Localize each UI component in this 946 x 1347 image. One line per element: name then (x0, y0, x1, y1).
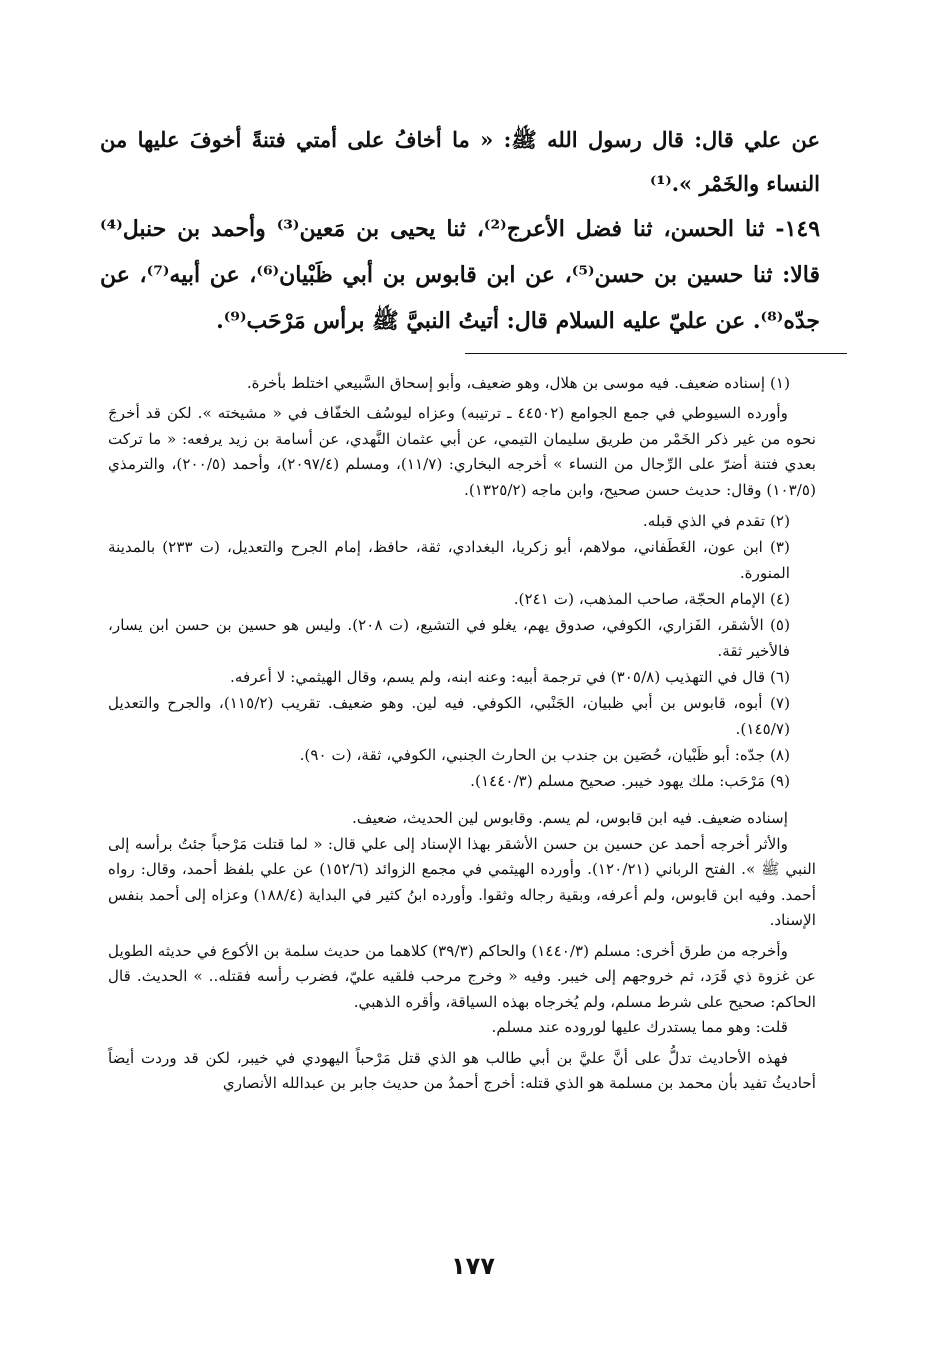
footnote-4: (٤) الإمام الحجّة، صاحب المذهب، (ت ٢٤١). (513, 590, 790, 608)
hadith-paragraph-149: ١٤٩- ثنا الحسن، ثنا فضل الأعرج⁽²⁾، ثنا يحيى بن مَعين⁽³⁾ وأحمد بن حنبل⁽⁴⁾ قالا: ثنا حسين بن حسن⁽⁵⁾، عن ابن قابوس بن أبي ظَبْيان⁽⁶⁾، عن أبيه⁽⁷⁾، عن جدّه⁽⁸⁾. عن عليّ عليه السلام قال: أتيتُ النبيَّ ﷺ برأس مَرْحَب⁽⁹⁾. (100, 216, 821, 334)
footnote-2: (٢) تقدم في الذي قبله. (642, 512, 790, 530)
commentary-1: إسناده ضعيف. فيه ابن قابوس، لم يسم. وقابوس لين الحديث، ضعيف. (352, 809, 788, 827)
footnote-5: (٥) الأشقر، الفَزاري، الكوفي، صدوق يهم، يغلو في التشيع، (ت ٢٠٨). وليس هو حسين بن حسن ابن يسار، فالأخير ثقة. (108, 616, 791, 660)
footnotes-block (108, 370, 816, 1097)
footnote-7: (٧) أبوه، قابوس بن أبي ظبيان، الجَنْبي، الكوفي. فيه لين. وهو ضعيف. تقريب (١١٥/٢)، والجرح والتعديل (١٤٥/٧). (108, 694, 790, 738)
footnote-8: (٨) جدّه: أبو ظَبْيان، حُصَين بن جندب بن الحارث الجنبي، الكوفي، ثقة، (ت ٩٠). (299, 746, 790, 764)
footnote-1: (١) إسناده ضعيف. فيه موسى بن هلال، وهو ضعيف، وأبو إسحاق السَّبيعي اختلط بأخرة. (246, 374, 790, 392)
hadith-paragraph-1: عن علي قال: قال رسول الله ﷺ: « ما أخافُ على أمتي فتنةً أخوفَ عليها من النساء والخَمْر ».⁽¹⁾ (100, 127, 820, 196)
footnote-1-continuation: وأورده السيوطي في جمع الجوامع (٤٤٥٠٢ ـ ترتيبه) وعزاه ليوسُف الخفّاف في « مشيخته ». لكن قد أخرجَ نحوه من غير ذكر الخَمْر من طريق سليمان التيمي، عن أبي عثمان النَّهدي، عن أسامة بن زيد يرفعه: « ما تركت بعدي فتنة أضرّ على الرِّجال من النساء » أخرجه البخاري: (١١/٧)، ومسلم (٢٠٩٧/٤)، وأحمد (٢٠٠/٥)، والترمذي (١٠٣/٥) وقال: حديث حسن صحيح، وابن ماجه (١٣٢٥/٢). (108, 404, 817, 499)
commentary-5: فهذه الأحاديث تدلُّ على أنَّ عليَّ بن أبي طالب هو الذي قتل مَرْحباً اليهودي في خيبر، لكن قد وردت أيضاً أحاديثُ تفيد بأن محمد بن مسلمة هو الذي قتله: أخرج أحمدُ من حديث جابر بن عبدالله الأنصاري (108, 1048, 816, 1092)
commentary-4: قلت: وهو مما يستدرك عليها لوروده عند مسلم. (491, 1018, 788, 1036)
commentary-3: وأخرجه من طرق أخرى: مسلم (١٤٤٠/٣) والحاكم (٣٩/٣) كلاهما من حديث سلمة بن الأكوع في حديثه الطويل عن غزوة ذي قَرَد، ثم خروجهم إلى خيبر. وفيه « وخرج مرحب فلقيه عليّ، فضرب رأسه فقتله.. » الحديث. قال الحاكم: صحيح على شرط مسلم، ولم يُخرجاه بهذه السياقة، وأقره الذهبي. (108, 941, 816, 1011)
footnote-3: (٣) ابن عون، الغَطَفاني، مولاهم، أبو زكريا، البغدادي، ثقة، حافظ، إمام الجرح والتعديل، (ت ٢٣٣) بالمدينة المنورة. (108, 538, 790, 582)
footnote-divider (465, 353, 847, 354)
footnote-9: (٩) مَرْحَب: ملك يهود خيبر. صحيح مسلم (١٤٤٠/٣). (470, 772, 790, 790)
page-number: ١٧٧ (451, 1252, 495, 1280)
commentary-2: والأثر أخرجه أحمد عن حسين بن حسن الأشقر بهذا الإسناد إلى علي قال: « لما قتلت مَرْحباً جئتُ برأسه إلى النبي ﷺ ». الفتح الرباني (١٢٠/٢١). وأورده الهيثمي في مجمع الزوائد (١٥٢/٦) عن علي بلفظ أحمد، وقال: رواه أحمد. وفيه ابن قابوس، ولم أعرفه، وبقية رجاله وثقوا. وأورده ابنُ كثير في البداية (١٨٨/٤) وعزاه إلى أحمد بنفس الإسناد. (108, 834, 816, 929)
footnote-6: (٦) قال في التهذيب (٣٠٥/٨) في ترجمة أبيه: وعنه ابنه، ولم يسم، وقال الهيثمي: لا أعرفه. (230, 668, 790, 686)
